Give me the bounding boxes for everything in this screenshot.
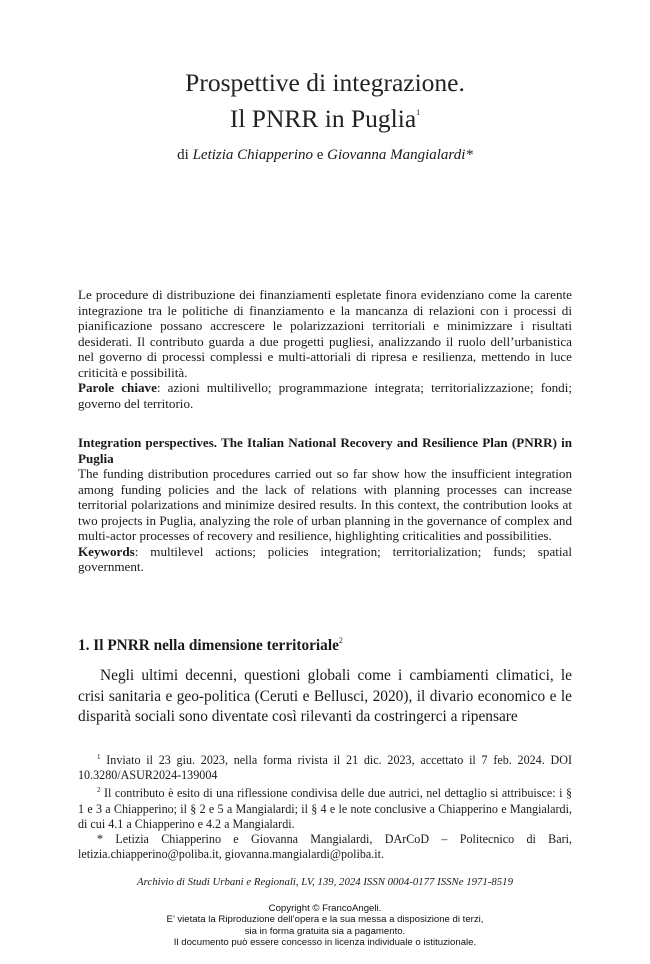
keywords-it: : azioni multilivello; programmazione integrata; territorializzazione; fondi; governo del territorio. <box>78 380 572 411</box>
footnote-1-text: Inviato il 23 giu. 2023, nella forma rivista il 21 dic. 2023, accettato il 7 feb. 2024. DOI 10.3280/ASUR2024-139004 <box>78 753 572 783</box>
body-paragraph: Negli ultimi decenni, questioni globali come i cambiamenti climatici, le crisi sanitaria e geo-politica (Ceruti e Bellusci, 2020), il divario economico e le disparità sociali sono diventate così rilevanti da costringerci a ripensare <box>78 667 572 725</box>
section-heading-text: 1. Il PNRR nella dimensione territoriale <box>78 637 339 654</box>
keywords-en: : multilevel actions; policies integration; territorialization; funds; spatial government. <box>78 543 572 575</box>
keywords-label-en: Keywords <box>78 543 135 559</box>
copyright-line-2: E’ vietata la Riproduzione dell’opera e la sua messa a disposizione di terzi, <box>166 914 484 926</box>
keywords-label-it: Parole chiave <box>78 380 157 396</box>
title-line-2-text: Il PNRR in Puglia <box>229 104 417 133</box>
abstract-it-text: Le procedure di distribuzione dei finanziamenti espletate finora evidenziano come la carente integrazione tra le politiche di finanziamento e la mancanza di relazioni con i processi di pianificazione possano accrescere le polarizzazioni territoriali e minimizzare i risultati desiderati. Il contributo guarda a due progetti pugliesi, analizzando il ruolo dell’urbanistica nel governo di processi complessi e multi-attoriali di ripresa e resilienza, mettendo in luce criticità e possibilità. <box>78 287 572 380</box>
abstract-en-title <box>78 435 572 466</box>
footnotes <box>78 750 572 862</box>
journal-citation: Archivio di Studi Urbani e Regionali, LV, 139, 2024 ISSN 0004-0177 ISSNe 1971-8519 <box>137 876 513 888</box>
title-line-1: Prospettive di integrazione. <box>185 68 465 97</box>
title-footnote-ref: 1 <box>416 108 421 117</box>
author-conjunction: e <box>316 147 324 163</box>
abstract-en-text: The funding distribution procedures carried out so far show how the insufficient integration among funding policies and the lack of relations with planning processes can increase territorial polarizations and minimize desired results. In this context, the contribution looks at two projects in Puglia, analyzing the role of urban planning in the governance of complex and multi-actor processes of recovery and resilience, highlighting criticalities and possibilities. <box>78 466 572 544</box>
author-line <box>40 146 610 164</box>
author-2: Giovanna Mangialardi* <box>327 147 473 163</box>
footnote-1 <box>78 750 572 783</box>
copyright-line-3: sia in forma gratuita sia a pagamento. <box>244 925 406 937</box>
copyright-notice <box>0 903 650 949</box>
footnote-2-number: 2 <box>97 786 101 795</box>
abstract-en-title-text: Integration perspectives. The Italian National Recovery and Resilience Plan (PNRR) in Puglia <box>78 435 572 466</box>
abstract-italian <box>78 287 572 411</box>
copyright-line-4: Il documento può essere concesso in licenza individuale o istituzionale. <box>173 937 477 949</box>
abstract-en-keywords <box>78 544 572 575</box>
section-heading <box>78 636 343 655</box>
copyright-line-1: Copyright © FrancoAngeli. <box>268 903 382 914</box>
footnote-2-text: Il contributo è esito di una riflessione condivisa delle due autrici, nel dettaglio si attribuisce: i § 1 e 3 a Chiapperino; il § 2 e 5 a Mangialardi; il § 4 e le note conclusive a Chiapperino e Mangialardi, di cui 4.1 a Chiapperino e 4.2 a Mangialardi. <box>78 786 572 831</box>
abstract-english <box>78 435 572 575</box>
footnote-author-affiliation: * Letizia Chiapperino e Giovanna Mangialardi, DArCoD – Politecnico di Bari, letizia.chiapperino@poliba.it, giovanna.mangialardi@poliba.it. <box>78 832 572 862</box>
author-1: Letizia Chiapperino <box>192 147 313 163</box>
author-prefix: di <box>177 147 189 163</box>
article-title <box>40 68 610 134</box>
footnote-1-number: 1 <box>97 753 101 761</box>
section-footnote-ref: 2 <box>338 636 343 645</box>
footnote-2 <box>78 783 572 832</box>
title-line-2 <box>40 98 610 134</box>
abstract-it-keywords <box>78 380 572 411</box>
